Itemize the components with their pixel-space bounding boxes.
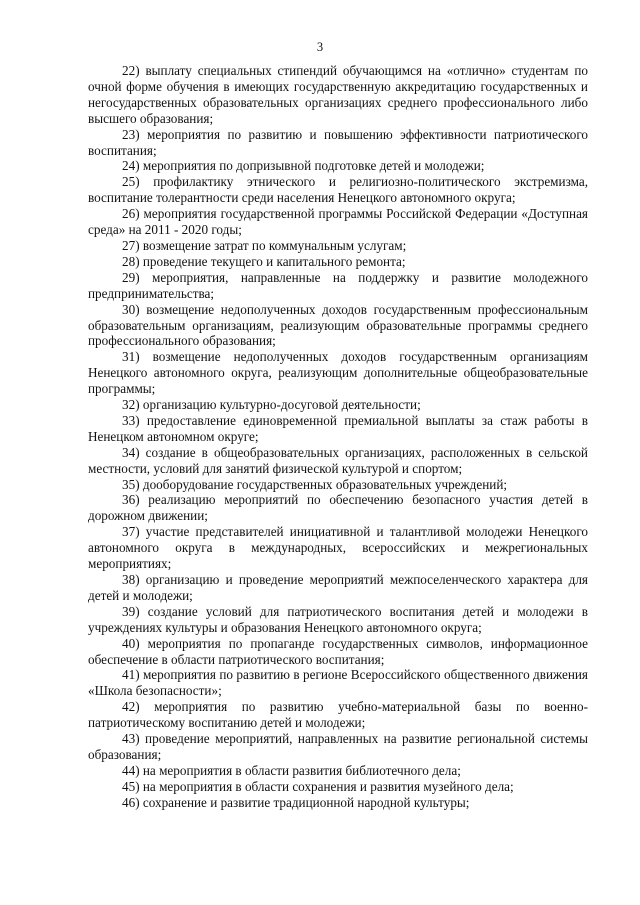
list-item: 37) участие представителей инициативной и талантливой молодежи Ненецкого автономного округа в международных, всероссийских и межрегиональных мероприятиях; <box>88 524 588 572</box>
list-item: 23) мероприятия по развитию и повышению эффективности патриотического воспитания; <box>88 126 588 158</box>
list-item: 39) создание условий для патриотического воспитания детей и молодежи в учреждениях культуры и образования Ненецкого автономного округа; <box>88 603 588 635</box>
list-item: 29) мероприятия, направленные на поддержку и развитие молодежного предпринимательства; <box>88 269 588 301</box>
list-item: 31) возмещение недополученных доходов государственным организациям Ненецкого автономного округа, реализующим дополнительные общеобразовательные программы; <box>88 349 588 397</box>
list-item: 28) проведение текущего и капитального ремонта; <box>122 253 406 269</box>
list-item: 26) мероприятия государственной программы Российской Федерации «Доступная среда» на 2011 - 2020 годы; <box>88 206 588 238</box>
list-item: 41) мероприятия по развитию в регионе Всероссийского общественного движения «Школа безопасности»; <box>88 667 588 699</box>
list-item: 32) организацию культурно-досуговой деятельности; <box>122 397 421 413</box>
list-item: 36) реализацию мероприятий по обеспечению безопасного участия детей в дорожном движении; <box>88 492 588 524</box>
list-item: 34) создание в общеобразовательных организациях, расположенных в сельской местности, условий для занятий физической культурой и спортом; <box>88 444 588 476</box>
item-list <box>88 63 588 811</box>
list-item: 35) дооборудование государственных образовательных учреждений; <box>122 476 508 492</box>
list-item: 24) мероприятия по допризывной подготовке детей и молодежи; <box>122 158 485 174</box>
list-item: 43) проведение мероприятий, направленных на развитие региональной системы образования; <box>88 731 588 762</box>
list-item: 44) на мероприятия в области развития библиотечного дела; <box>122 762 461 778</box>
list-item: 46) сохранение и развитие традиционной народной культуры; <box>122 794 470 810</box>
list-item: 45) на мероприятия в области сохранения и развития музейного дела; <box>122 778 514 794</box>
page-number: 3 <box>316 40 324 54</box>
list-item: 33) предоставление единовременной премиальной выплаты за стаж работы в Ненецком автономном округе; <box>88 412 588 444</box>
list-item: 38) организацию и проведение мероприятий межпоселенческого характера для детей и молодежи; <box>88 572 588 603</box>
list-item: 25) профилактику этнического и религиозно-политического экстремизма, воспитание толерантности среди населения Ненецкого автономного округа; <box>88 174 588 206</box>
list-item: 22) выплату специальных стипендий обучающимся на «отлично» студентам по очной форме обучения в имеющих государственную аккредитацию государственных и негосударственных образовательных организациях среднего профессионального либо высшего образования; <box>88 63 588 126</box>
list-item: 40) мероприятия по пропаганде государственных символов, информационное обеспечение в области патриотического воспитания; <box>88 635 588 667</box>
list-item: 30) возмещение недополученных доходов государственным профессиональным образовательным организациям, реализующим образовательные программы среднего профессионального образования; <box>88 301 588 349</box>
list-item: 42) мероприятия по развитию учебно-материальной базы по военно-патриотическому воспитанию детей и молодежи; <box>88 699 588 731</box>
list-item: 27) возмещение затрат по коммунальным услугам; <box>122 237 407 253</box>
